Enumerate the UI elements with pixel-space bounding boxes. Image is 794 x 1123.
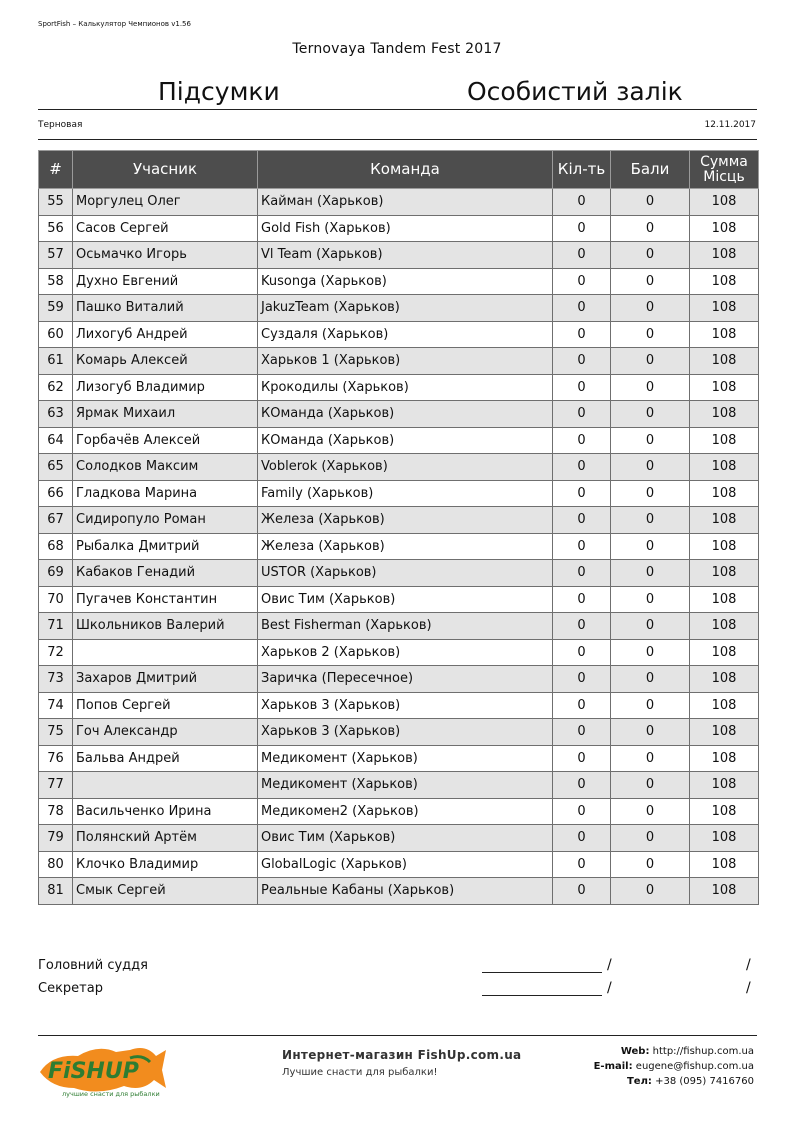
table-row (39, 533, 759, 560)
cell-points: 0 (611, 666, 690, 693)
cell-team-name: КОманда (Харьков) (258, 401, 553, 428)
cell-fish-count: 0 (553, 772, 611, 799)
cell-participant-name: Моргулец Олег (73, 189, 258, 216)
cell-sum-places: 108 (690, 268, 759, 295)
cell-points: 0 (611, 692, 690, 719)
cell-points: 0 (611, 639, 690, 666)
cell-participant-name: Клочко Владимир (73, 851, 258, 878)
table-row (39, 825, 759, 852)
cell-points: 0 (611, 825, 690, 852)
cell-points: 0 (611, 533, 690, 560)
cell-points: 0 (611, 745, 690, 772)
cell-participant-name: Кабаков Генадий (73, 560, 258, 587)
cell-fish-count: 0 (553, 745, 611, 772)
column-header-sum-line2: Місць (703, 168, 745, 185)
cell-participant-name: Бальва Андрей (73, 745, 258, 772)
table-row (39, 374, 759, 401)
cell-sum-places: 108 (690, 533, 759, 560)
column-header-points: Бали (611, 151, 690, 189)
cell-row-number: 80 (39, 851, 73, 878)
secretary-signature-line (482, 983, 602, 996)
cell-row-number: 71 (39, 613, 73, 640)
judge-slash-2: / (746, 957, 751, 973)
contact-email (594, 1059, 754, 1074)
column-header-num: # (39, 151, 73, 189)
cell-points: 0 (611, 321, 690, 348)
cell-participant-name: Полянский Артём (73, 825, 258, 852)
cell-points: 0 (611, 374, 690, 401)
cell-row-number: 69 (39, 560, 73, 587)
cell-team-name: Медикомент (Харьков) (258, 772, 553, 799)
judge-signature-line (482, 960, 602, 973)
cell-row-number: 70 (39, 586, 73, 613)
cell-row-number: 60 (39, 321, 73, 348)
cell-team-name: Харьков 3 (Харьков) (258, 719, 553, 746)
cell-points: 0 (611, 798, 690, 825)
cell-sum-places: 108 (690, 321, 759, 348)
contact-web-label: Web: (620, 1046, 650, 1057)
table-row (39, 189, 759, 216)
cell-row-number: 75 (39, 719, 73, 746)
cell-fish-count: 0 (553, 295, 611, 322)
cell-sum-places: 108 (690, 851, 759, 878)
cell-team-name: Best Fisherman (Харьков) (258, 613, 553, 640)
date: 12.11.2017 (704, 120, 756, 130)
cell-participant-name: Горбачёв Алексей (73, 427, 258, 454)
cell-points: 0 (611, 878, 690, 905)
cell-participant-name: Ярмак Михаил (73, 401, 258, 428)
cell-fish-count: 0 (553, 401, 611, 428)
location: Терновая (38, 120, 83, 130)
cell-row-number: 67 (39, 507, 73, 534)
cell-fish-count: 0 (553, 613, 611, 640)
cell-sum-places: 108 (690, 507, 759, 534)
cell-fish-count: 0 (553, 454, 611, 481)
cell-team-name: Vl Team (Харьков) (258, 242, 553, 269)
secretary-slash-1: / (607, 980, 612, 996)
cell-fish-count: 0 (553, 374, 611, 401)
cell-sum-places: 108 (690, 745, 759, 772)
cell-team-name: Заричка (Пересечное) (258, 666, 553, 693)
cell-participant-name: Сидиропуло Роман (73, 507, 258, 534)
cell-sum-places: 108 (690, 613, 759, 640)
cell-row-number: 55 (39, 189, 73, 216)
secretary-slash-2: / (746, 980, 751, 996)
cell-row-number: 58 (39, 268, 73, 295)
cell-points: 0 (611, 851, 690, 878)
cell-sum-places: 108 (690, 295, 759, 322)
cell-row-number: 76 (39, 745, 73, 772)
cell-team-name: Харьков 1 (Харьков) (258, 348, 553, 375)
table-row (39, 401, 759, 428)
cell-participant-name: Васильченко Ирина (73, 798, 258, 825)
cell-fish-count: 0 (553, 242, 611, 269)
contact-email-link[interactable]: eugene@fishup.com.ua (635, 1061, 754, 1072)
table-row (39, 268, 759, 295)
logo-slogan: лучшие снасти для рыбалки (62, 1090, 160, 1098)
cell-team-name: Харьков 2 (Харьков) (258, 639, 553, 666)
table-row (39, 586, 759, 613)
cell-participant-name: Пугачев Константин (73, 586, 258, 613)
cell-points: 0 (611, 401, 690, 428)
cell-fish-count: 0 (553, 321, 611, 348)
cell-team-name: Медикомент (Харьков) (258, 745, 553, 772)
cell-sum-places: 108 (690, 480, 759, 507)
cell-fish-count: 0 (553, 692, 611, 719)
cell-team-name: Реальные Кабаны (Харьков) (258, 878, 553, 905)
cell-sum-places: 108 (690, 825, 759, 852)
cell-team-name: JakuzTeam (Харьков) (258, 295, 553, 322)
cell-row-number: 81 (39, 878, 73, 905)
cell-participant-name: Сасов Сергей (73, 215, 258, 242)
cell-row-number: 77 (39, 772, 73, 799)
cell-row-number: 56 (39, 215, 73, 242)
cell-fish-count: 0 (553, 798, 611, 825)
cell-sum-places: 108 (690, 586, 759, 613)
cell-fish-count: 0 (553, 586, 611, 613)
table-row (39, 242, 759, 269)
column-header-team: Команда (258, 151, 553, 189)
contact-phone-label: Тел: (626, 1076, 652, 1087)
table-row (39, 745, 759, 772)
cell-participant-name: Гладкова Марина (73, 480, 258, 507)
cell-participant-name: Солодков Максим (73, 454, 258, 481)
contact-phone (594, 1074, 754, 1089)
header-divider (38, 109, 757, 110)
footer-divider (38, 1035, 757, 1036)
cell-participant-name: Попов Сергей (73, 692, 258, 719)
secretary-label: Секретар (38, 981, 103, 996)
table-row (39, 480, 759, 507)
cell-team-name: КОманда (Харьков) (258, 427, 553, 454)
cell-points: 0 (611, 215, 690, 242)
cell-team-name: Кайман (Харьков) (258, 189, 553, 216)
cell-fish-count: 0 (553, 268, 611, 295)
cell-participant-name (73, 772, 258, 799)
table-row (39, 692, 759, 719)
cell-participant-name: Пашко Виталий (73, 295, 258, 322)
cell-team-name: Суздаля (Харьков) (258, 321, 553, 348)
cell-fish-count: 0 (553, 533, 611, 560)
cell-team-name: Железа (Харьков) (258, 507, 553, 534)
cell-participant-name: Смык Сергей (73, 878, 258, 905)
cell-sum-places: 108 (690, 427, 759, 454)
table-row (39, 798, 759, 825)
cell-points: 0 (611, 242, 690, 269)
cell-points: 0 (611, 348, 690, 375)
cell-sum-places: 108 (690, 692, 759, 719)
app-name: SportFish – Калькулятор Чемпионов v1.56 (38, 20, 191, 28)
cell-points: 0 (611, 613, 690, 640)
table-body (39, 189, 759, 905)
cell-fish-count: 0 (553, 851, 611, 878)
cell-sum-places: 108 (690, 719, 759, 746)
contact-phone-value: +38 (095) 7416760 (655, 1076, 754, 1087)
cell-team-name: Железа (Харьков) (258, 533, 553, 560)
table-row (39, 348, 759, 375)
cell-points: 0 (611, 507, 690, 534)
cell-row-number: 73 (39, 666, 73, 693)
column-header-count: Кіл-ть (553, 151, 611, 189)
cell-sum-places: 108 (690, 348, 759, 375)
cell-team-name: Овис Тим (Харьков) (258, 825, 553, 852)
table-row (39, 507, 759, 534)
table-row (39, 295, 759, 322)
cell-points: 0 (611, 480, 690, 507)
cell-row-number: 72 (39, 639, 73, 666)
judge-label: Головний суддя (38, 958, 148, 973)
shop-slogan: Лучшие снасти для рыбалки! (282, 1067, 438, 1078)
cell-row-number: 59 (39, 295, 73, 322)
judge-slash-1: / (607, 957, 612, 973)
cell-sum-places: 108 (690, 215, 759, 242)
event-title: Ternovaya Tandem Fest 2017 (292, 41, 502, 57)
cell-participant-name: Осьмачко Игорь (73, 242, 258, 269)
cell-team-name: Family (Харьков) (258, 480, 553, 507)
cell-sum-places: 108 (690, 189, 759, 216)
column-header-sum-places (690, 151, 759, 189)
contact-email-label: E-mail: (593, 1061, 633, 1072)
cell-team-name: Крокодилы (Харьков) (258, 374, 553, 401)
cell-sum-places: 108 (690, 666, 759, 693)
table-row (39, 613, 759, 640)
cell-participant-name: Рыбалка Дмитрий (73, 533, 258, 560)
cell-participant-name: Комарь Алексей (73, 348, 258, 375)
cell-participant-name: Лизогуб Владимир (73, 374, 258, 401)
cell-row-number: 74 (39, 692, 73, 719)
column-header-sum-line1: Сумма (700, 153, 748, 170)
cell-sum-places: 108 (690, 772, 759, 799)
cell-sum-places: 108 (690, 374, 759, 401)
shop-name: Интернет-магазин FishUp.com.ua (282, 1048, 522, 1062)
table-row (39, 639, 759, 666)
table-row (39, 215, 759, 242)
cell-row-number: 64 (39, 427, 73, 454)
cell-fish-count: 0 (553, 666, 611, 693)
logo-wordmark: FiSHUP (48, 1059, 139, 1084)
cell-points: 0 (611, 427, 690, 454)
contact-web-link[interactable]: http://fishup.com.ua (652, 1046, 754, 1057)
table-row (39, 772, 759, 799)
fishup-logo (38, 1040, 168, 1100)
page-title-personal-standings: Особистий залік (467, 77, 683, 106)
table-row (39, 851, 759, 878)
cell-participant-name: Духно Евгений (73, 268, 258, 295)
cell-participant-name: Гоч Александр (73, 719, 258, 746)
cell-sum-places: 108 (690, 242, 759, 269)
cell-row-number: 79 (39, 825, 73, 852)
cell-fish-count: 0 (553, 427, 611, 454)
cell-team-name: Медикомен2 (Харьков) (258, 798, 553, 825)
cell-row-number: 61 (39, 348, 73, 375)
cell-sum-places: 108 (690, 401, 759, 428)
cell-fish-count: 0 (553, 215, 611, 242)
table-row (39, 454, 759, 481)
cell-points: 0 (611, 772, 690, 799)
contacts (594, 1044, 754, 1089)
subheader-divider (38, 139, 757, 140)
table-row (39, 719, 759, 746)
table-row (39, 427, 759, 454)
cell-fish-count: 0 (553, 719, 611, 746)
cell-fish-count: 0 (553, 560, 611, 587)
cell-row-number: 66 (39, 480, 73, 507)
cell-points: 0 (611, 295, 690, 322)
cell-team-name: USTOR (Харьков) (258, 560, 553, 587)
cell-team-name: Харьков 3 (Харьков) (258, 692, 553, 719)
cell-participant-name: Захаров Дмитрий (73, 666, 258, 693)
contact-web (594, 1044, 754, 1059)
results-table (38, 150, 759, 905)
table-header-row (39, 151, 759, 189)
cell-fish-count: 0 (553, 507, 611, 534)
cell-sum-places: 108 (690, 798, 759, 825)
cell-row-number: 57 (39, 242, 73, 269)
cell-points: 0 (611, 560, 690, 587)
cell-fish-count: 0 (553, 480, 611, 507)
column-header-participant: Учасник (73, 151, 258, 189)
cell-fish-count: 0 (553, 639, 611, 666)
cell-row-number: 68 (39, 533, 73, 560)
cell-participant-name: Лихогуб Андрей (73, 321, 258, 348)
cell-row-number: 63 (39, 401, 73, 428)
cell-participant-name (73, 639, 258, 666)
cell-row-number: 65 (39, 454, 73, 481)
cell-team-name: Voblerok (Харьков) (258, 454, 553, 481)
page-title-results: Підсумки (158, 77, 280, 106)
cell-fish-count: 0 (553, 825, 611, 852)
cell-fish-count: 0 (553, 878, 611, 905)
cell-fish-count: 0 (553, 189, 611, 216)
cell-row-number: 78 (39, 798, 73, 825)
cell-team-name: Gold Fish (Харьков) (258, 215, 553, 242)
cell-sum-places: 108 (690, 560, 759, 587)
cell-sum-places: 108 (690, 454, 759, 481)
table-row (39, 321, 759, 348)
cell-participant-name: Школьников Валерий (73, 613, 258, 640)
table-row (39, 666, 759, 693)
table-row (39, 878, 759, 905)
cell-points: 0 (611, 586, 690, 613)
table-row (39, 560, 759, 587)
cell-sum-places: 108 (690, 639, 759, 666)
cell-team-name: GlobalLogic (Харьков) (258, 851, 553, 878)
cell-points: 0 (611, 189, 690, 216)
cell-sum-places: 108 (690, 878, 759, 905)
cell-row-number: 62 (39, 374, 73, 401)
cell-team-name: Kusonga (Харьков) (258, 268, 553, 295)
cell-points: 0 (611, 719, 690, 746)
cell-points: 0 (611, 268, 690, 295)
cell-team-name: Овис Тим (Харьков) (258, 586, 553, 613)
cell-points: 0 (611, 454, 690, 481)
cell-fish-count: 0 (553, 348, 611, 375)
